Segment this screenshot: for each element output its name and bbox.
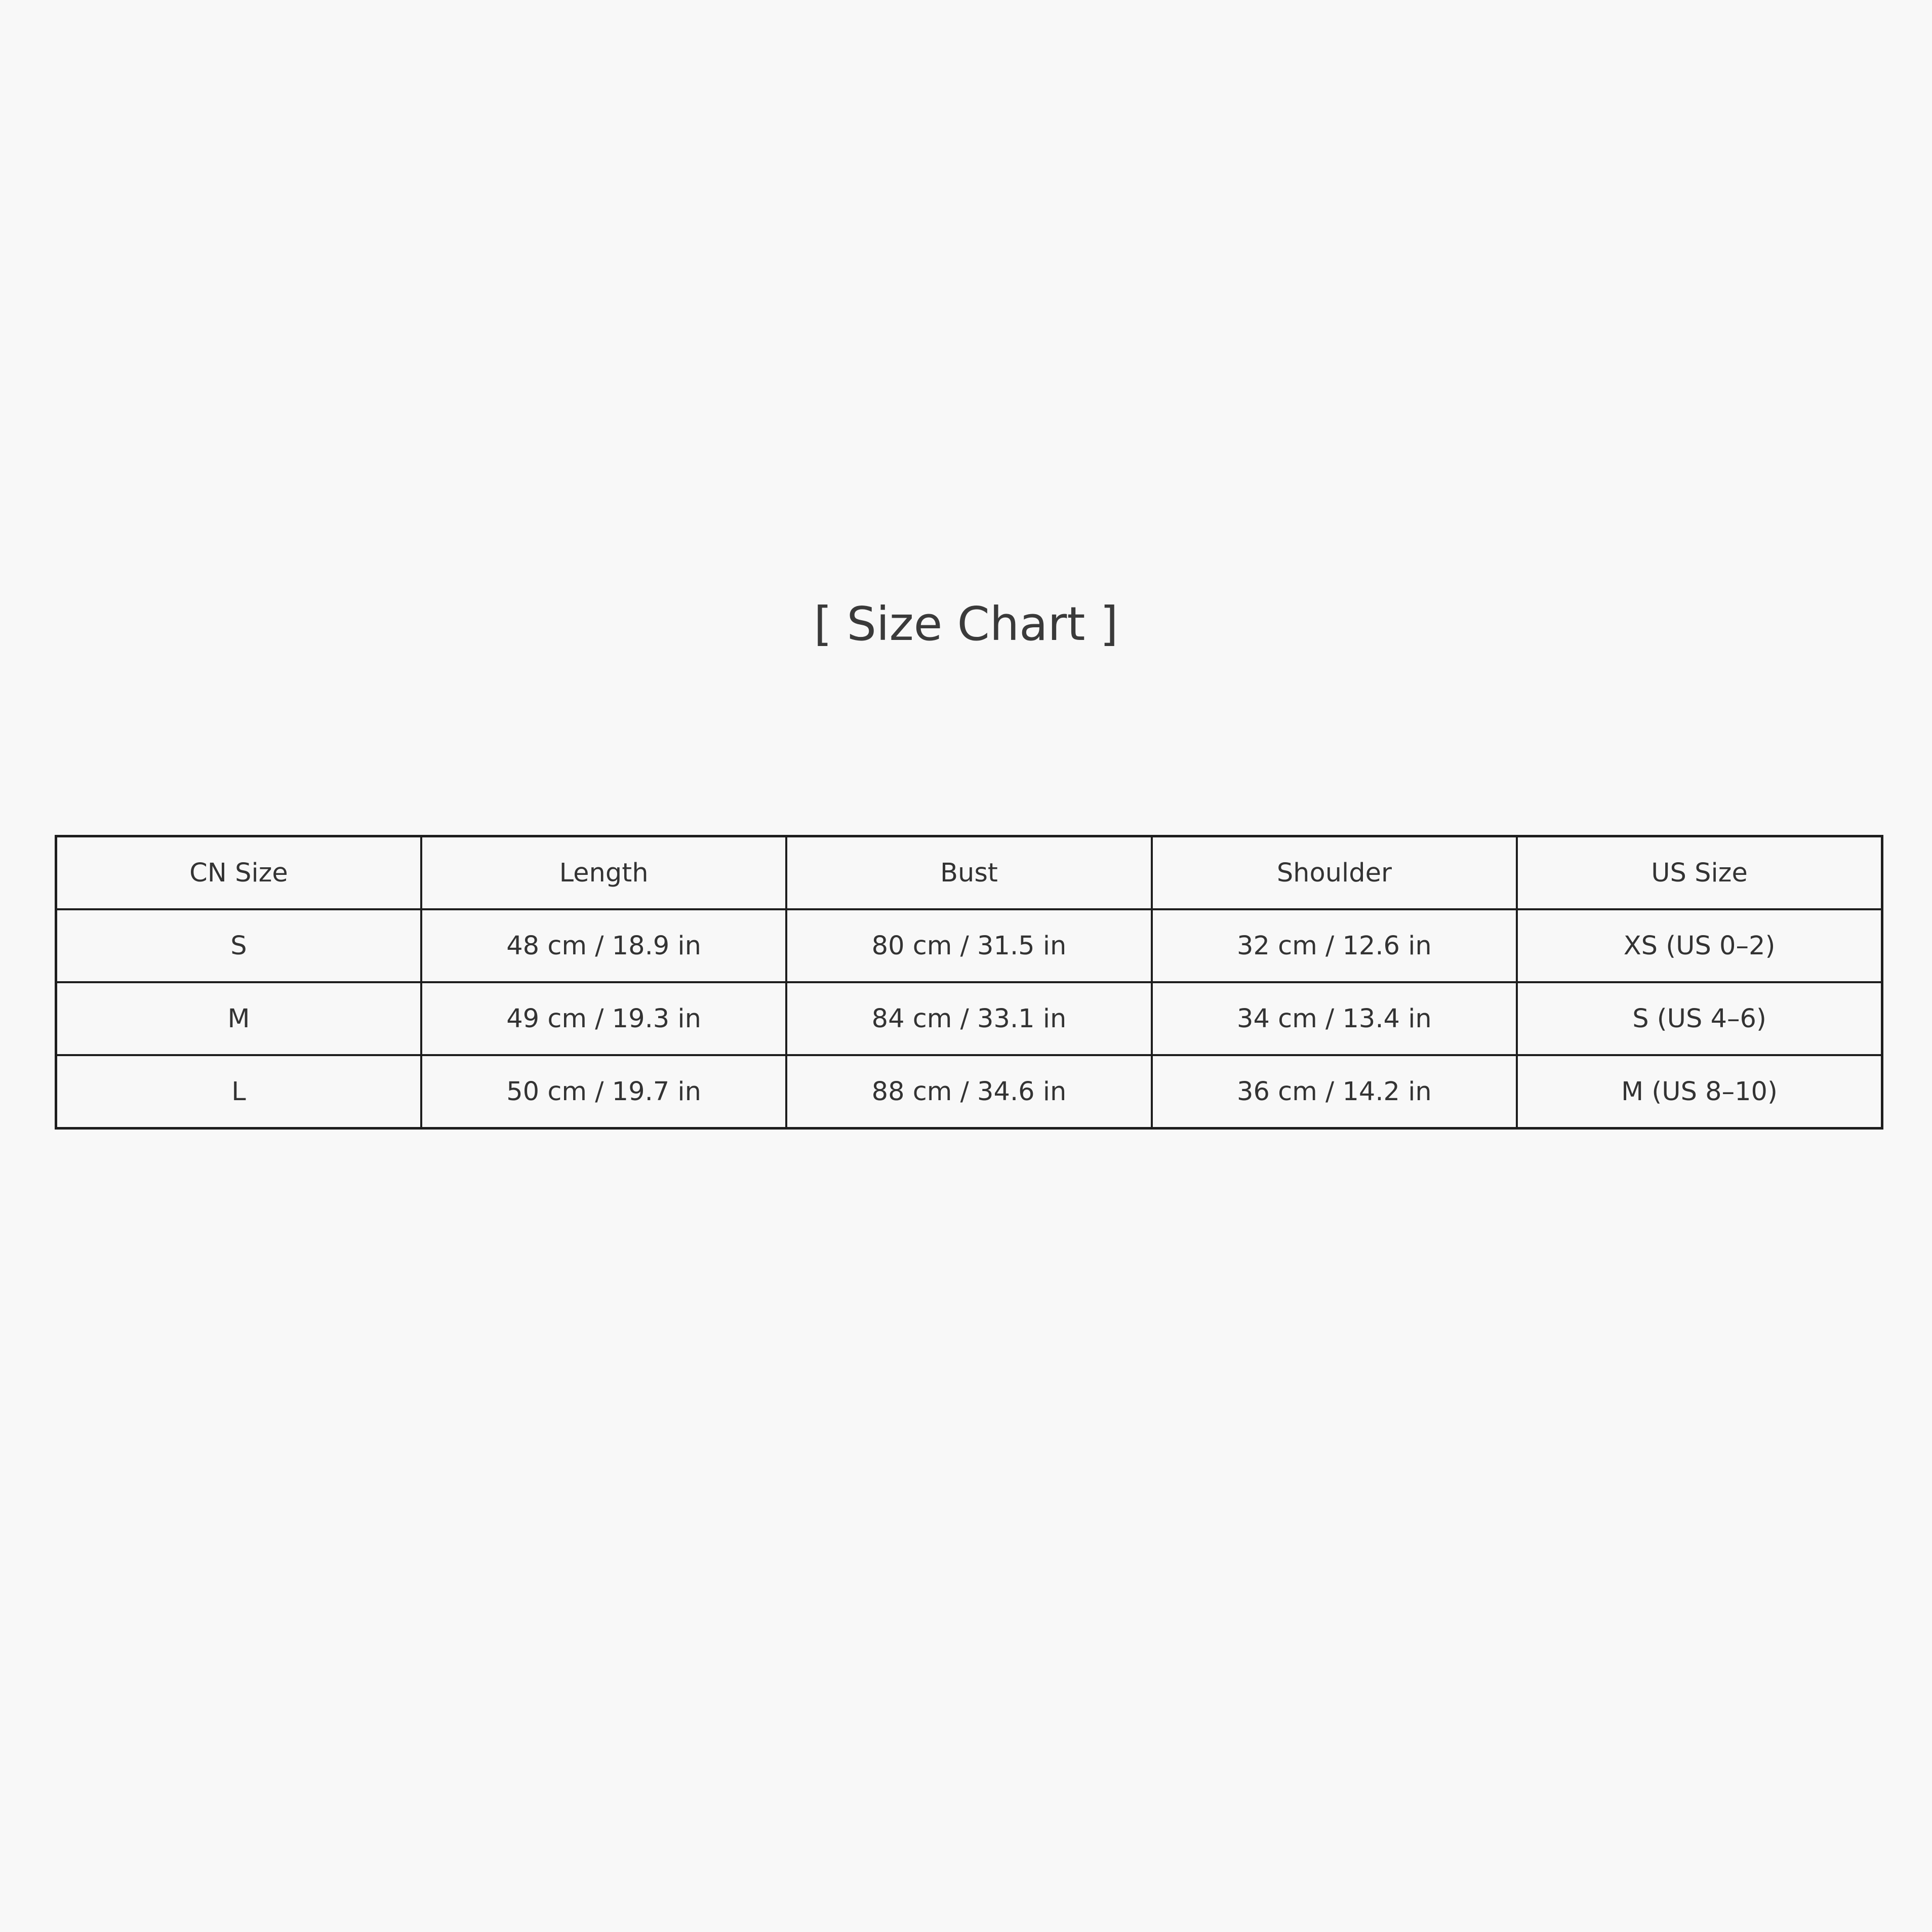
cell-bust: 84 cm / 33.1 in bbox=[786, 982, 1151, 1055]
table-row bbox=[56, 1055, 1882, 1129]
cell-bust: 88 cm / 34.6 in bbox=[786, 1055, 1151, 1129]
cell-length: 49 cm / 19.3 in bbox=[421, 982, 786, 1055]
cell-us-size: S (US 4–6) bbox=[1517, 982, 1882, 1055]
cell-shoulder: 36 cm / 14.2 in bbox=[1152, 1055, 1517, 1129]
cell-length: 50 cm / 19.7 in bbox=[421, 1055, 786, 1129]
cell-length: 48 cm / 18.9 in bbox=[421, 909, 786, 982]
cell-cn-size: S bbox=[56, 909, 421, 982]
header-length: Length bbox=[421, 836, 786, 910]
table-row bbox=[56, 982, 1882, 1055]
page-title: [ Size Chart ] bbox=[814, 597, 1118, 651]
size-chart-table bbox=[55, 835, 1883, 1130]
table-row bbox=[56, 909, 1882, 982]
table-header-row bbox=[56, 836, 1882, 910]
cell-us-size: M (US 8–10) bbox=[1517, 1055, 1882, 1129]
cell-shoulder: 34 cm / 13.4 in bbox=[1152, 982, 1517, 1055]
header-cn-size: CN Size bbox=[56, 836, 421, 910]
cell-cn-size: M bbox=[56, 982, 421, 1055]
cell-bust: 80 cm / 31.5 in bbox=[786, 909, 1151, 982]
cell-shoulder: 32 cm / 12.6 in bbox=[1152, 909, 1517, 982]
header-us-size: US Size bbox=[1517, 836, 1882, 910]
cell-us-size: XS (US 0–2) bbox=[1517, 909, 1882, 982]
header-bust: Bust bbox=[786, 836, 1151, 910]
header-shoulder: Shoulder bbox=[1152, 836, 1517, 910]
cell-cn-size: L bbox=[56, 1055, 421, 1129]
